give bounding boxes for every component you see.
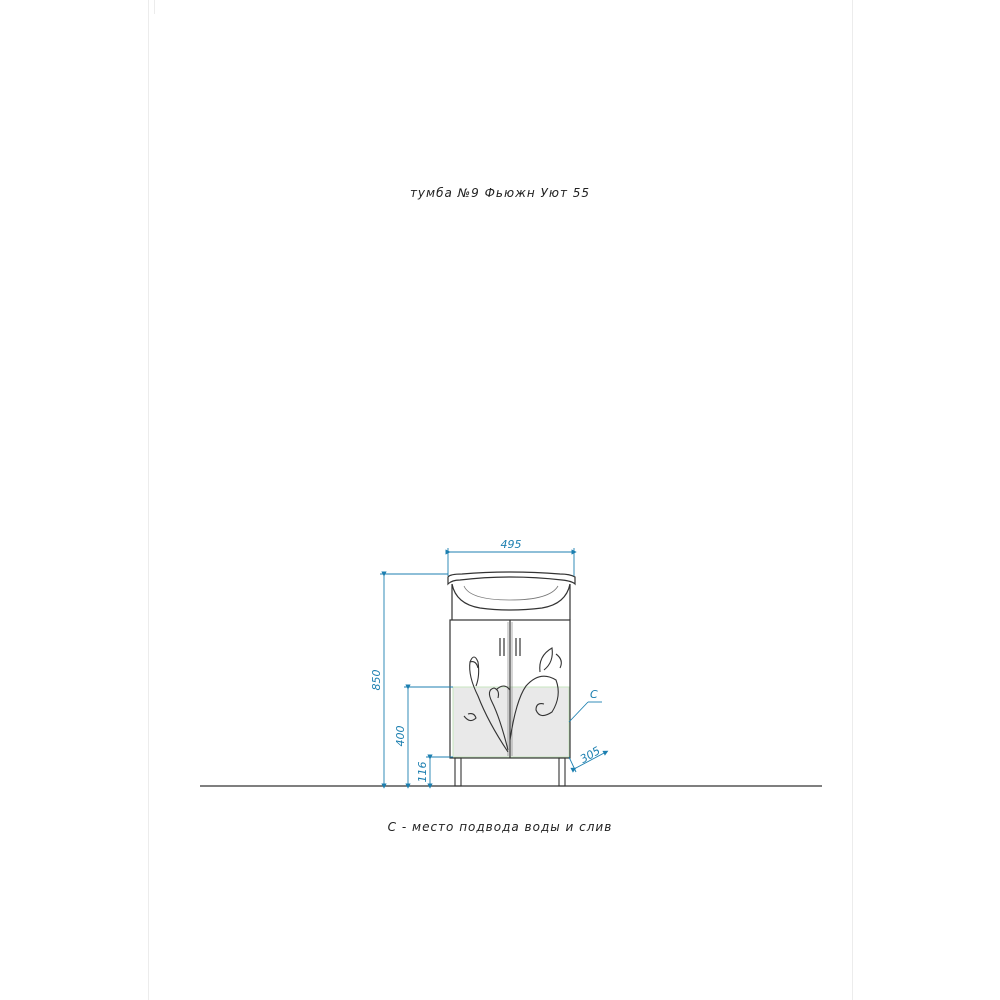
dimension-width-label: 495 [500, 538, 522, 551]
drawing-legend: С - место подвода воды и слив [387, 820, 613, 834]
dimension-height [380, 574, 448, 786]
sink-basin [448, 572, 575, 620]
marker-c-label: С [590, 688, 598, 701]
dimension-depth-label: 305 [577, 744, 603, 766]
dimension-leg-height-label: 116 [416, 761, 429, 783]
dimension-leg-height [426, 757, 453, 786]
dimension-height-label: 850 [370, 669, 383, 691]
cabinet-legs [455, 758, 565, 786]
supply-zone [453, 687, 569, 757]
marker-c-leader [569, 702, 602, 722]
dimension-supply-height-label: 400 [394, 725, 407, 747]
drawing-title: тумба №9 Фьюжн Уют 55 [409, 186, 591, 200]
